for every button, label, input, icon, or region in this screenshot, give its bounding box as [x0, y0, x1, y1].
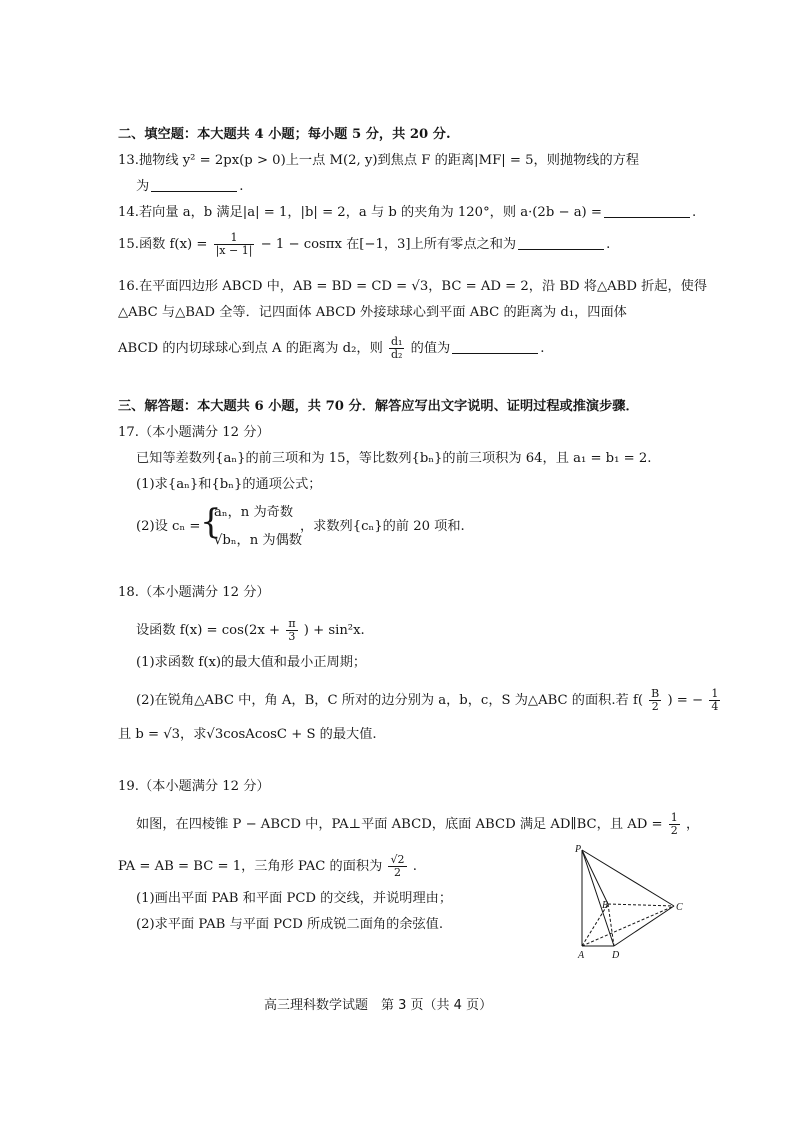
- q16-line3: ABCD 的内切球球心到点 A 的距离为 d₂，则 $\frac{\text{d₁}}{\text{d₂}}$ 的值为 .: [118, 335, 545, 361]
- q17-line3a: (2)设 cₙ =: [136, 519, 201, 534]
- piecewise-brace: {: [200, 502, 222, 542]
- q17-line2: (1)求{aₙ}和{bₙ}的通项公式；: [136, 477, 322, 492]
- q19-title: 19.（本小题满分 12 分）: [118, 779, 270, 794]
- q19-line4: (2)求平面 PAB 与平面 PCD 所成锐二面角的余弦值.: [136, 917, 444, 932]
- fraction: $\frac{√2}{2}$: [390, 853, 405, 879]
- fraction: $\frac{1}{|x - 1|}$: [215, 231, 253, 257]
- fraction: $\frac{1}{4}$: [711, 687, 719, 713]
- q18-line1: 设函数 f(x) = cos(2x + $\frac{\pi}{3}$ ) + sin²x.: [136, 617, 365, 643]
- label-A: A: [578, 950, 585, 961]
- answer-blank[interactable]: [604, 205, 690, 218]
- q15-line: 15.函数 f(x) = $\frac{1}{|x - 1|}$ − 1 − cosπx 在[−1，3]上所有零点之和为 .: [118, 231, 611, 257]
- q19-line3: (1)画出平面 PAB 和平面 PCD 的交线，并说明理由；: [136, 891, 453, 906]
- section-3-header: 三、解答题：本大题共 6 小题，共 70 分．解答应写出文字说明、证明过程或推演步骤．: [118, 399, 639, 414]
- q18-title: 18.（本小题满分 12 分）: [118, 585, 270, 600]
- q17-line3b: ，求数列{cₙ}的前 20 项和.: [300, 519, 465, 534]
- pyramid-figure: [570, 842, 700, 962]
- q17-line1: 已知等差数列{aₙ}的前三项和为 15，等比数列{bₙ}的前三项积为 64，且 a₁ = b₁ = 2.: [136, 451, 652, 466]
- answer-blank[interactable]: [518, 237, 604, 250]
- q13-line2: 为 .: [136, 179, 244, 194]
- q18-line4: 且 b = √3，求√3cosAcosC + S 的最大值.: [118, 727, 377, 742]
- fraction: $\frac{1}{2}$: [670, 811, 678, 837]
- q17-case1: aₙ，n 为奇数: [214, 505, 294, 520]
- q17-title: 17.（本小题满分 12 分）: [118, 425, 270, 440]
- q14-line: 14.若向量 a，b 满足|a| = 1，|b| = 2，a 与 b 的夹角为 120°，则 a·(2b − a) = .: [118, 205, 697, 220]
- label-C: C: [676, 902, 683, 913]
- page-footer: 高三理科数学试题 第 3 页（共 4 页）: [264, 998, 493, 1013]
- q18-line2: (1)求函数 f(x)的最大值和最小正周期；: [136, 655, 367, 670]
- fraction: $\frac{B}{2}$: [651, 687, 660, 713]
- label-D: D: [612, 950, 620, 961]
- q17-case2: √bₙ，n 为偶数: [214, 533, 302, 548]
- q16-line1: 16.在平面四边形 ABCD 中，AB = BD = CD = √3，BC = AD = 2，沿 BD 将△ABD 折起，使得: [118, 279, 708, 294]
- q16-line2: △ABC 与△BAD 全等．记四面体 ABCD 外接球球心到平面 ABC 的距离为 d₁，四面体: [118, 305, 627, 320]
- fraction: $\frac{\pi}{3}$: [288, 617, 296, 643]
- label-P: P: [575, 844, 582, 855]
- q19-line2: PA = AB = BC = 1，三角形 PAC 的面积为 $\frac{√2}{2}$ .: [118, 853, 417, 879]
- fraction: $\frac{\text{d₁}}{\text{d₂}}$: [390, 335, 403, 361]
- section-2-header: 二、填空题：本大题共 4 小题；每小题 5 分，共 20 分.: [118, 127, 451, 142]
- q19-line1: 如图，在四棱锥 P − ABCD 中，PA⊥平面 ABCD，底面 ABCD 满足 AD∥BC，且 AD = $\frac{1}{2}$ ，: [136, 811, 700, 837]
- q18-line3: (2)在锐角△ABC 中，角 A，B，C 所对的边分别为 a，b，c，S 为△ABC 的面积.若 f( $\frac{B}{2}$ ) = − $\frac{1}{4}$: [136, 687, 719, 713]
- label-B: B: [602, 900, 609, 911]
- answer-blank[interactable]: [452, 341, 538, 354]
- q13-line1: 13.抛物线 y² = 2px(p > 0)上一点 M(2, y)到焦点 F 的距离|MF| = 5，则抛物线的方程: [118, 153, 640, 168]
- answer-blank[interactable]: [151, 179, 237, 192]
